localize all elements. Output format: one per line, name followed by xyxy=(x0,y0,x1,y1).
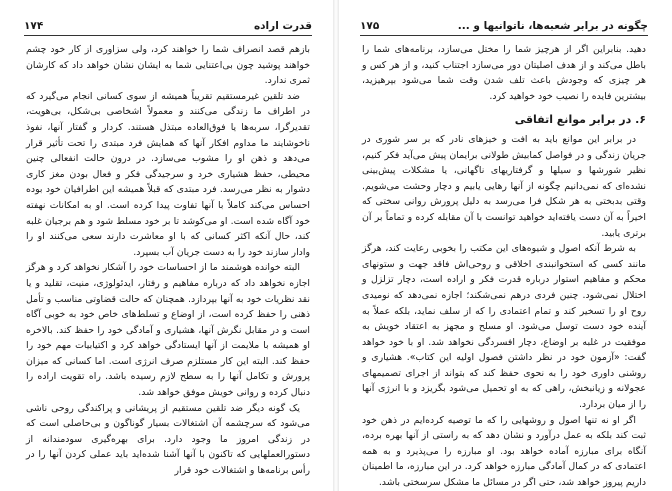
right-running-title: چگونه در برابر شعبه‌ها، ناتوانیها و ... xyxy=(457,20,648,32)
right-paragraph-2: در برابر این موانع باید به افت و خیزهای نادر که بر سر شوری در جریان زندگی و در فواصل کمابیش طولانی برایمان پیش می‌آید فکر کنیم، نظیر شورشها و سیلها و گرفتاریهای ناگهانی، یا مشکلات پیش‌بینی نشده‌ای که نمی‌دانیم چگونه از آنها رهایی یابیم و دچار وحشت می‌شویم. وقتی بدبختی به هر شکل فرا می‌رسد به دلیل پرورش روانی سختی که اخیراً به آن دست یافته‌اید خواهید توانست با آن مقابله کرده و تماماً بر آن برتری یابید. xyxy=(362,133,646,239)
left-running-title: قدرت اراده xyxy=(253,20,312,32)
right-paragraph-3: به شرط آنکه اصول و شیوه‌های این مکتب را بخوبی رعایت کند، هرگز مانند کسی که استخوانبندی اخلاقی و روحی‌اش فاقد جهت و ستونهای محکم و مفاهیم استوار درباره قدرت فکر و اراده است، دچار تزلزل و اختلال نمی‌شود. چنین فردی درهم نمی‌شکند؛ اجازه نمی‌دهد که نومیدی روح او را تسخیر کند و تمام اعتمادی را که از سلف نماید، بلکه عملاً به آینده خود دست توسل می‌شود. او مسلح و مجهز به اعتقاد خویش به موفقیت در غلبه بر اوضاع، دچار افسردگی نخواهد شد. او با خود خواهد گفت: «آزمون خود در نظر داشتن فصول اولیه این کتاب». هشیاری و روشنی داوری خود را به نحوی حفظ کند که بتواند از اجرای تصمیمهای عجولانه و زیانبخش، راهی که به او تحمیل می‌شود بگریزد و با انرژی آنها را از میان بردارد. xyxy=(362,243,646,411)
right-page-number: ۱۷۵ xyxy=(360,20,380,32)
left-paragraph-3: البته خوانده هوشمند ما از احساسات خود را آشکار نخواهد کرد و هرگز اجازه نخواهد داد که درباره مفاهیم و رفتار، ایدئولوژی، منیت، تقلید و یا نقد نظریات خود به آنها بپردازد. همچنان که حالت قضاوتی مناسب و تأمل ذهنی را حفظ کرده است، از اوضاع و تسلط‌های خاص خود به خوبی آگاه است و در مقابل نگرش آنها، هشیاری و آمادگی خود را حفظ کند. بالاخره او همیشه با ملایمت از آنها ایستادگی خواهد کرد و اکتیابیات مهم خود را حفظ کند. البته این کار مستلزم صرف انرژی است. اما کسانی که میزان پرورش و تکامل آنها را به سطح لازم رسیده باشد. راه تقویت اراده را دنبال کرده و روانی خویش موفق خواهد شد. xyxy=(26,262,310,399)
left-page-number: ۱۷۴ xyxy=(24,20,44,32)
right-paragraph-4: اگر او نه تنها اصول و روشهایی را که ما توصیه کرده‌ایم در ذهن خود ثبت کند بلکه به عمل درآورد و نشان دهد که به راستی از آنها بهره برده، آنگاه برای مبارزه آماده خواهد بود. او مبارزه را می‌پذیرد و به همه اعتمادی که در کمال آمادگی مبارزه خواهد کرد. در این مبارزه، ما اطمینان داریم پیروز خواهد شد، حتی اگر در مسائل ما مشکل سرسختی باشد. xyxy=(362,414,646,489)
left-paragraph-1: بازهم قصد انصراف شما را خواهند کرد، ولی سزاوری از کار خود چشم خواهند پوشید چون بی‌اعتنایی شما به ایشان نشان خواهد داد که کارشان ثمری ندارد. xyxy=(26,44,310,87)
section-heading: ۶. در برابر موانع اتفاقی xyxy=(514,113,646,127)
right-header-rule xyxy=(360,35,648,36)
right-paragraph-1: دهید. بنابراین اگر از هرچیز شما را مختل می‌سازد، برنامه‌های شما را باطل می‌کند و از هدف اصلیتان دور می‌سازد اجتناب کنید، و از هر کس و هر چیزی که وجودش باعث تلف شدن وقت شما می‌شود بپرهیزید، بیشترین فایده را نصیب خود خواهید کرد. xyxy=(362,44,646,102)
left-paragraph-2: ضد تلقین غیرمستقیم تقریباً همیشه از سوی کسانی انجام می‌گیرد که در اطراف ما زندگی می‌کنند و معمولاً اشخاصی بی‌شکل، بی‌هویت، تقدیرگرا، سربه‌ها یا فوق‌العاده مبتذل هستند. کردار و گفتار آنها، نفوذ ناخوشایند ما مداوم افکار آنها که همایش فرد مبتدی را تحت تأثیر قرار می‌دهد و ذهن او را مشوب می‌سازد. در درون حالت انفعالی چنین محیطی، حفظ هشیاری خرد و سرجیدگی فکر و فعال بودن مغز کاری دشوار به نظر می‌رسد. فرد مبتدی که قبلاً همیشه این اطرافیان خود بوده احساس می‌کند کاملاً با آنها تفاوت پیدا کرده است. او به امکانات نهفته خود آگاه شده است. او می‌کوشد تا بر خود مسلط شود و هم برجیان غلبه کند، حال آنکه اکثر کسانی که با او معاشرت دارند سعی می‌کنند او را وادار سازند خود را به دست جریان آب بسپرد. xyxy=(26,90,310,258)
right-running-head xyxy=(360,14,648,32)
right-body-text xyxy=(362,42,646,491)
left-running-head xyxy=(24,14,312,32)
left-body-text xyxy=(26,42,310,479)
right-page xyxy=(336,0,672,491)
left-paragraph-4: یک گونه دیگر ضد تلقین مستقیم از پریشانی و پراکندگی روحی ناشی می‌شود که سرچشمه آن اشتغالات بسیار گوناگون و بی‌حاصلی است که در زندگی امروز ما وجود دارد. برای بهره‌گیری سودمندانه از دستورالعملهایی که تاکنون با آنها آشنا شده‌اید باید عملی کردن آنها را در رأس برنامه‌ها و اشتغالات خود قرار xyxy=(26,402,310,477)
left-header-rule xyxy=(24,35,312,36)
